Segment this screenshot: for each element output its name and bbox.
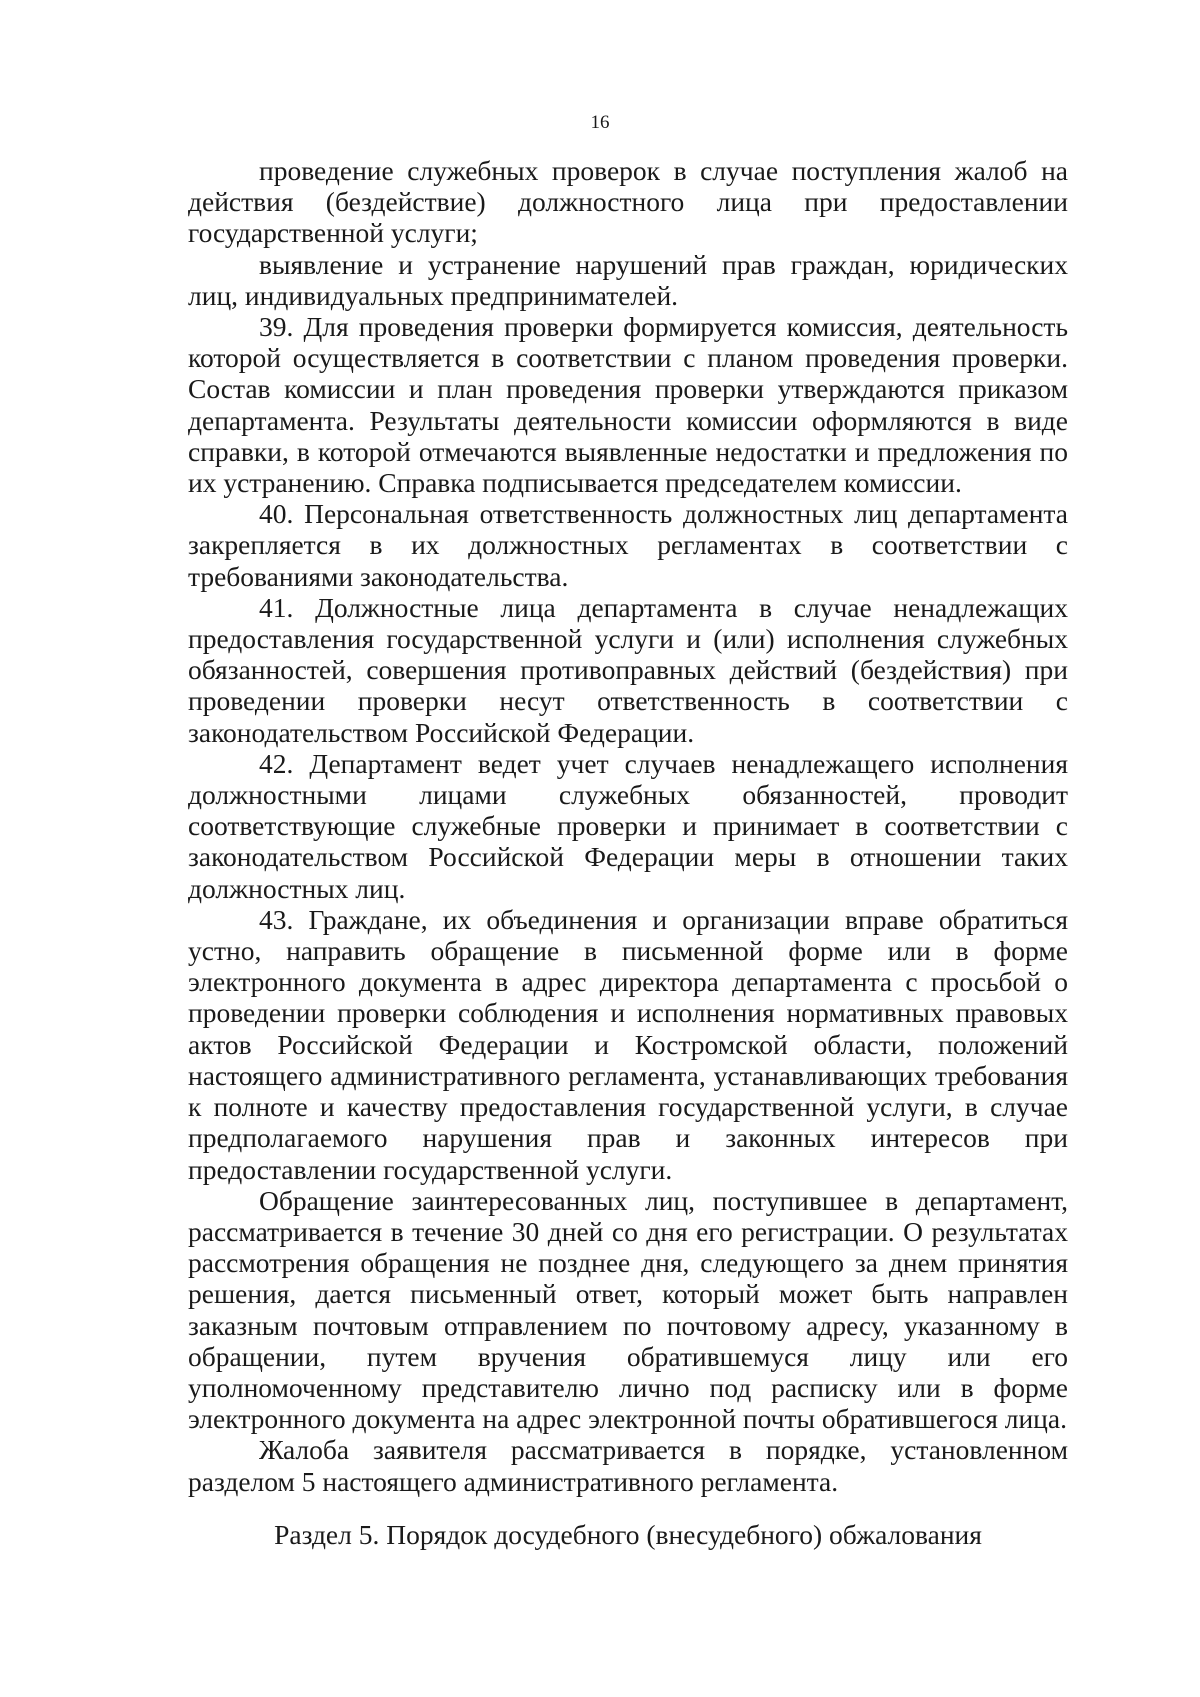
paragraph-42-department-records: 42. Департамент ведет учет случаев ненадлежащего исполнения должностными лицами служебных обязанностей, проводит соответствующие служебные проверки и принимает в соответствии с законодательством Российской Федерации меры в отношении таких должностных лиц.	[188, 747, 1068, 904]
paragraph-official-inspections: проведение служебных проверок в случае поступления жалоб на действия (бездействие) должностного лица при предоставлении государственной услуги;	[188, 155, 1068, 249]
body-text	[188, 155, 1068, 1497]
paragraph-43-citizens: 43. Граждане, их объединения и организации вправе обратиться устно, направить обращение в письменной форме или в форме электронного документа в адрес директора департамента с просьбой о проведении проверки соблюдения и исполнения нормативных правовых актов Российской Федерации и Костромской области, положений настоящего административного регламента, устанавливающих требования к полноте и качеству предоставления государственной услуги, в случае предполагаемого нарушения прав и законных интересов при предоставлении государственной услуги.	[188, 903, 1068, 1185]
paragraph-appeal-review: Обращение заинтересованных лиц, поступившее в департамент, рассматривается в течение 30 дней со дня его регистрации. О результатах рассмотрения обращения не позднее дня, следующего за днем принятия решения, дается письменный ответ, который может быть направлен заказным почтовым отправлением по почтовому адресу, указанному в обращении, путем вручения обратившемуся лицу или его уполномоченному представителю лично под расписку или в форме электронного документа на адрес электронной почты обратившегося лица.	[188, 1184, 1068, 1435]
section-heading: Раздел 5. Порядок досудебного (внесудебного) обжалования	[274, 1519, 982, 1550]
page-number: 16	[590, 112, 610, 133]
paragraph-40-responsibility: 40. Персональная ответственность должностных лиц департамента закрепляется в их должностных регламентах в соответствии с требованиями законодательства.	[188, 498, 1068, 592]
paragraph-39-commission: 39. Для проведения проверки формируется комиссия, деятельность которой осуществляется в соответствии с планом проведения проверки. Состав комиссии и план проведения проверки утверждаются приказом департамента. Результаты деятельности комиссии оформляются в виде справки, в которой отмечаются выявленные недостатки и предложения по их устранению. Справка подписывается председателем комиссии.	[188, 311, 1068, 499]
paragraph-41-officials: 41. Должностные лица департамента в случае ненадлежащих предоставления государственной услуги и (или) исполнения служебных обязанностей, совершения противоправных действий (бездействия) при проведении проверки несут ответственность в соответствии с законодательством Российской Федерации.	[188, 591, 1068, 748]
paragraph-complaint: Жалоба заявителя рассматривается в порядке, установленном разделом 5 настоящего административного регламента.	[188, 1434, 1068, 1497]
paragraph-violations: выявление и устранение нарушений прав граждан, юридических лиц, индивидуальных предпринимателей.	[188, 248, 1068, 311]
